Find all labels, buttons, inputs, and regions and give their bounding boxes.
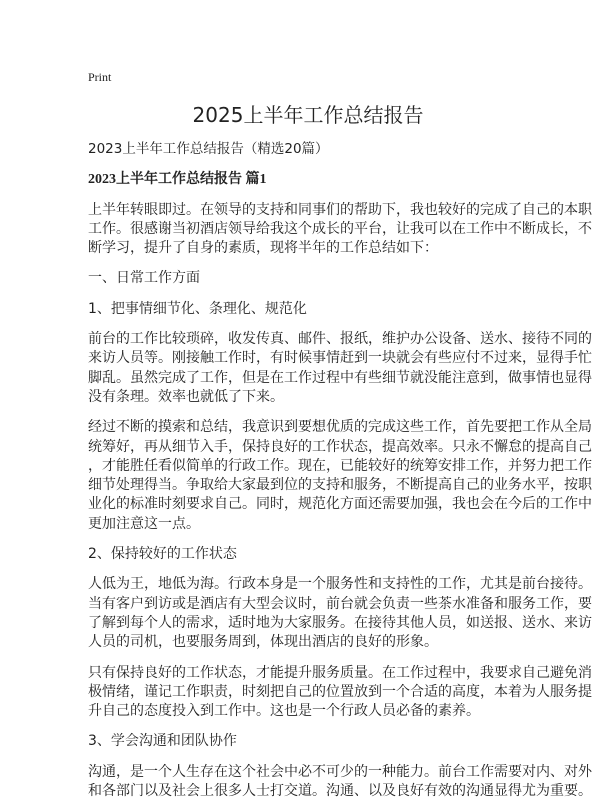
text-line: 统筹好，再从细节入手，保持良好的工作状态，提高效率。只永不懈怠的提高自己 bbox=[88, 438, 592, 455]
text-line: 断学习，提升了自身的素质，现将半年的工作总结如下： bbox=[88, 240, 438, 257]
text-line: 2023上半年工作总结报告 篇1 bbox=[88, 172, 267, 188]
text-line: 当有客户到访或是酒店有大型会议时，前台就会负责一些茶水准备和服务工作，要 bbox=[88, 595, 592, 612]
paragraph bbox=[88, 763, 592, 802]
text-line: 工作。很感谢当初酒店领导给我这个成长的平台，让我可以在工作中不断成长，不 bbox=[88, 220, 592, 237]
paragraph bbox=[88, 575, 592, 652]
print-label: Print bbox=[88, 70, 112, 84]
text-line: 只有保持良好的工作状态，才能提升服务质量。在工作过程中，我要求自己避免消 bbox=[88, 664, 592, 681]
paragraph bbox=[88, 418, 592, 534]
text-line: 细节处理得当。争取给大家最到位的支持和服务，不断提高自己的业务水平，按职 bbox=[88, 477, 592, 494]
document-title: 2025上半年工作总结报告 bbox=[192, 103, 424, 127]
document-page bbox=[88, 70, 592, 812]
text-line: 前台的工作比较琐碎，收发传真、邮件、报纸，维护办公设备、送水、接待不同的 bbox=[88, 331, 592, 348]
text-line: 来访人员等。刚接触工作时，有时候事情赶到一块就会有些应付不过来，显得手忙 bbox=[88, 350, 592, 367]
text-line: 没有条理。效率也就低了下来。 bbox=[88, 388, 284, 405]
text-line: 和各部门以及社会上很多人士打交道。沟通、以及良好有效的沟通显得尤为重要。 bbox=[88, 783, 592, 800]
text-line: 2、保持较好的工作状态 bbox=[88, 546, 237, 563]
document-subtitle bbox=[88, 140, 528, 159]
text-line: 业化的标准时刻要求自己。同时，规范化方面还需要加强，我也会在今后的工作中 bbox=[88, 496, 592, 513]
text-line: 极情绪，谨记工作职责，时刻把自己的位置放到一个合适的高度，本着为人服务提 bbox=[88, 683, 592, 700]
paragraph bbox=[88, 732, 528, 751]
paragraph bbox=[88, 545, 528, 564]
document-body bbox=[88, 140, 592, 801]
text-line: 人员的司机，也要服务周到，体现出酒店的良好的形象。 bbox=[88, 634, 438, 651]
paragraph bbox=[88, 269, 528, 288]
text-line: 2023上半年工作总结报告（精选20篇） bbox=[88, 141, 329, 157]
text-line: 3、学会沟通和团队协作 bbox=[88, 733, 237, 750]
text-line: 脚乱。虽然完成了工作，但是在工作过程中有些细节就没能注意到，做事情也显得 bbox=[88, 369, 592, 386]
paragraph bbox=[88, 201, 592, 259]
text-line: 了解到每个人的需求，适时地为大家服务。在接待其他人员，如送报、送水、来访 bbox=[88, 614, 592, 631]
paragraph bbox=[88, 330, 592, 407]
text-line: 经过不断的摸索和总结，我意识到要想优质的完成这些工作，首先要把工作从全局 bbox=[88, 419, 592, 436]
text-line: 上半年转眼即过。在领导的支持和同事们的帮助下，我也较好的完成了自己的本职 bbox=[88, 201, 592, 218]
section-heading bbox=[88, 170, 528, 189]
paragraph bbox=[88, 300, 528, 319]
paragraph bbox=[88, 664, 592, 722]
text-line: 升自己的态度投入到工作中。这也是一个行政人员必备的素养。 bbox=[88, 703, 480, 720]
text-line: 1、把事情细节化、条理化、规范化 bbox=[88, 300, 307, 317]
text-line: 一、日常工作方面 bbox=[88, 270, 200, 287]
text-line: 沟通，是一个人生存在这个社会中必不可少的一种能力。前台工作需要对内、对外 bbox=[88, 763, 592, 780]
text-line: 人低为王，地低为海。行政本身是一个服务性和支持性的工作，尤其是前台接待。 bbox=[88, 576, 592, 593]
text-line: ，才能胜任看似简单的行政工作。现在，已能较好的统筹安排工作，并努力把工作 bbox=[88, 457, 592, 474]
text-line: 更加注意这一点。 bbox=[88, 515, 200, 532]
